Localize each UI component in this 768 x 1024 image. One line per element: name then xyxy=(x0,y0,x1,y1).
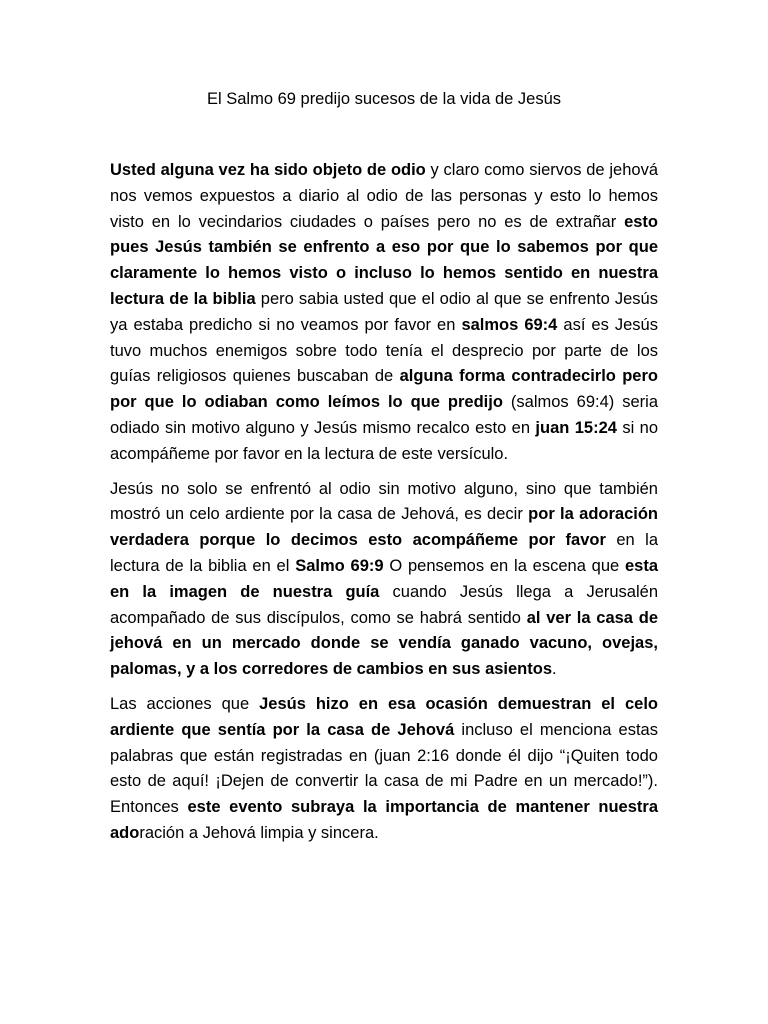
text-run-bold: por la adoración verdadera porque lo decimos esto acompáñeme por favor xyxy=(110,505,659,550)
paragraph xyxy=(110,477,658,683)
text-run-bold: Jesús hizo en esa ocasión demuestran el celo ardiente que sentía por la casa de Jehová xyxy=(110,694,658,739)
text-run-bold: salmos 69:4 xyxy=(461,315,558,334)
text-run: cuando Jesús llega a Jerusalén acompañado de sus discípulos, como se habrá sentido xyxy=(110,582,658,627)
text-run: y claro como siervos de jehová nos vemos expuestos a diario al odio de las personas y esto lo hemos visto en lo vecindarios ciudades o países pero no es de extrañar xyxy=(110,161,658,231)
document-title: El Salmo 69 predijo sucesos de la vida de Jesús xyxy=(206,90,562,108)
text-run-bold: esto pues Jesús también se enfrento a eso por que lo sabemos por que claramente lo hemos visto o incluso lo hemos sentido en nuestra lectura de la biblia xyxy=(110,212,658,308)
text-run: (salmos 69:4) seria odiado sin motivo alguno y Jesús mismo recalco esto en xyxy=(110,393,659,437)
paragraph xyxy=(110,692,658,847)
text-run-bold: esta en la imagen de nuestra guía xyxy=(110,556,659,601)
text-run: Jesús no solo se enfrentó al odio sin motivo alguno, sino que también mostró un celo ardiente por la casa de Jehová, es decir xyxy=(110,479,658,524)
text-run-bold: Usted alguna vez ha sido objeto de odio xyxy=(110,161,426,179)
text-run-bold: este evento subraya la importancia de mantener nuestra ado xyxy=(110,798,658,842)
text-run-bold: alguna forma contradecirlo pero por que lo odiaban como leímos lo que predijo xyxy=(110,367,658,412)
text-run-bold: al ver la casa de jehová en un mercado donde se vendía ganado vacuno, ovejas, palomas, y a los corredores de cambios en sus asientos xyxy=(110,608,658,679)
paragraph xyxy=(110,158,658,468)
text-run: incluso el menciona estas palabras que están registradas en (juan 2:16 donde él dijo “¡Quiten todo esto de aquí! ¡Dejen de convertir la casa de mi Padre en un mercado!”). Entonces xyxy=(110,720,658,817)
text-run: Las acciones que xyxy=(110,694,260,713)
text-run-bold: Salmo 69:9 xyxy=(295,556,384,575)
text-run: si no acompáñeme por favor en la lectura de este versículo. xyxy=(110,418,658,463)
text-run: . xyxy=(552,660,557,679)
text-run-bold: juan 15:24 xyxy=(535,418,617,437)
text-run: así es Jesús tuvo muchos enemigos sobre todo tenía el desprecio por parte de los guías religiosos quienes buscaban de xyxy=(110,315,658,386)
text-run: pero sabia usted que el odio al que se enfrento Jesús ya estaba predicho si no veamos por favor en xyxy=(110,289,658,334)
text-run: ración a Jehová limpia y sincera. xyxy=(139,823,379,842)
text-run: en la lectura de la biblia en el xyxy=(110,531,658,575)
text-run: O pensemos en la escena que xyxy=(383,556,625,575)
document-page xyxy=(110,88,658,856)
